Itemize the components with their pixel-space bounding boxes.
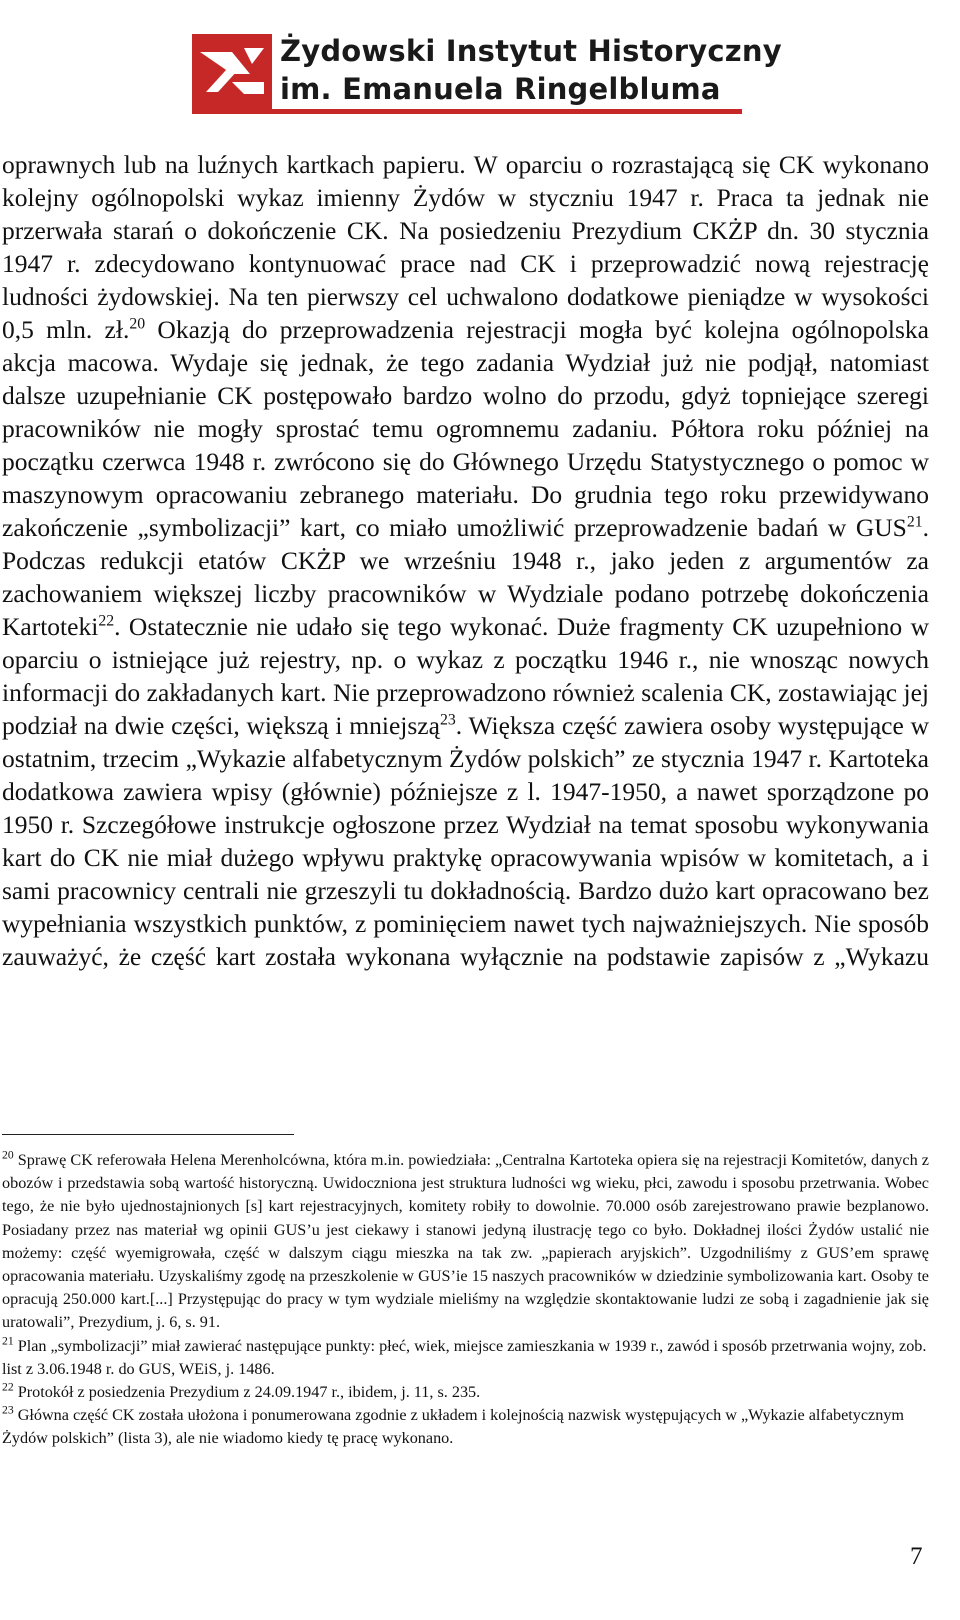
footnote-23 (2, 1404, 929, 1450)
footnote-text: Protokół z posiedzenia Prezydium z 24.09.1947 r., ibidem, j. 11, s. 235. (13, 1383, 481, 1402)
footnote-number: 21 (2, 1334, 14, 1348)
footnote-text: Sprawę CK referowała Helena Merenholcówna, która m.in. powiedziała: „Centralna Kartoteka opiera się na rejestracji Komitetów, danych z obozów i przedstawia sobą wartość historyczną. Uwidoczniona jest struktura ludności wg wieku, płci, zawodu i sposobu przetrwania. Wobec tego, że nie było ujednostajnionych [s] kart rejestracyjnych, komitety robiły to dowolnie. 70.000 osób zarejestrowano prawie bezplanowo. Posiadany przez nas materiał wg opinii GUS’u jest ciekawy i stanowi jedyną ilustrację tego co było. Dokładnej ilości Żydów ustalić nie możemy: część wyemigrowała, część w dalszym ciągu mieszka na tak zw. „papierach aryjskich”. Uzgodniliśmy z GUS’em sprawę opracowania materiału. Uzyskaliśmy zgodę na przeszkolenie w GUS’ie 15 naszych pracowników w dziedzinie symbolizowania kart. Osoby te opracują 250.000 kart.[...] Przystępując do pracy w tym wydziale mieliśmy na względzie skontaktowanie ludzi ze sobą i zagadnienie jak się uratowali”, Prezydium, j. 6, s. 91. (2, 1151, 929, 1332)
logo-underline (192, 109, 742, 114)
footnote-ref-20[interactable]: 20 (129, 315, 146, 333)
body-text-part-3: . Podczas redukcji etatów CKŻP we wrześniu 1948 r., jako jeden z argumentów za zachowaniem większej liczby pracowników w Wydziale podano potrzebę dokończenia Kartoteki (2, 513, 929, 641)
institute-name (280, 32, 782, 108)
institute-emblem-icon (192, 34, 272, 110)
institute-name-line1: Żydowski Instytut Historyczny (280, 34, 782, 68)
body-text-part-4: . Ostatecznie nie udało się tego wykonać. Duże fragmenty CK uzupełniono w oparciu o istniejące już rejestry, np. o wykaz z początku 1946 r., nie wnosząc nowych informacji do zakładanych kart. Nie przeprowadzono również scalenia CK, zostawiając jej podział na dwie części, większą i mniejszą (2, 612, 929, 740)
institute-name-line2: im. Emanuela Ringelbluma (280, 72, 721, 106)
footnote-text: Plan „symbolizacji” miał zawierać następujące punkty: płeć, wiek, miejsce zamieszkania w 1939 r., zawód i sposób przetrwania wojny, zob. list z 3.06.1948 r. do GUS, WEiS, j. 1486. (2, 1336, 927, 1378)
footnote-ref-23[interactable]: 23 (439, 711, 456, 729)
institute-logo (192, 32, 782, 114)
footnote-ref-21[interactable]: 21 (906, 513, 923, 531)
footnotes (2, 1149, 929, 1451)
footnote-number: 20 (2, 1148, 14, 1162)
body-text-part-1: oprawnych lub na luźnych kartkach papieru. W oparciu o rozrastającą się CK wykonano kolejny ogólnopolski wykaz imienny Żydów w styczniu 1947 r. Praca ta jednak nie przerwała starań o dokończenie CK. Na posiedzeniu Prezydium CKŻP dn. 30 stycznia 1947 r. zdecydowano kontynuować prace nad CK i przeprowadzić nową rejestrację ludności żydowskiej. Na ten pierwszy cel uchwalono dodatkowe pieniądze w wysokości 0,5 mln. zł. (2, 150, 929, 344)
footnote-number: 23 (2, 1403, 14, 1417)
footnote-ref-22[interactable]: 22 (98, 612, 115, 630)
footnote-number: 22 (2, 1380, 14, 1394)
footnote-22 (2, 1381, 929, 1404)
body-text-part-2: Okazją do przeprowadzenia rejestracji mogła być kolejna ogólnopolska akcja macowa. Wydaje się jednak, że tego zadania Wydział już nie podjął, natomiast dalsze uzupełnianie CK postępowało bardzo wolno do przodu, gdyż topniejące szeregi pracowników nie mogły sprostać temu ogromnemu zadaniu. Półtora roku później na początku czerwca 1948 r. zwrócono się do Głównego Urzędu Statystycznego o pomoc w maszynowym opracowaniu zebranego materiału. Do grudnia tego roku przewidywano zakończenie „symbolizacji” kart, co miało umożliwić przeprowadzenie badań w GUS (2, 315, 929, 542)
page-number: 7 (910, 1543, 923, 1570)
footnote-text: Główna część CK została ułożona i ponumerowana zgodnie z układem i kolejnością nazwisk występujących w „Wykazie alfabetycznym Żydów polskich” (lista 3), ale nie wiadomo kiedy tę pracę wykonano. (2, 1406, 905, 1448)
footnote-separator (2, 1134, 294, 1135)
footnote-21 (2, 1335, 929, 1381)
body-text (2, 148, 929, 973)
body-paragraph (2, 148, 929, 973)
body-text-part-5: . Większa część zawiera osoby występujące w ostatnim, trzecim „Wykazie alfabetycznym Żydów polskich” ze stycznia 1947 r. Kartoteka dodatkowa zawiera wpisy (głównie) późniejsze z l. 1947-1950, a nawet sporządzone po 1950 r. Szczegółowe instrukcje ogłoszone przez Wydział na temat sposobu wykonywania kart do CK nie miał dużego wpływu praktykę opracowywania wpisów w komitetach, a i sami pracownicy centrali nie grzeszyli tu dokładnością. Bardzo dużo kart opracowano bez wypełniania wszystkich punktów, z pominięciem nawet tych najważniejszych. Nie sposób zauważyć, że część kart została wykonana wyłącznie na podstawie zapisów z „Wykazu (2, 711, 929, 971)
footnote-20 (2, 1149, 929, 1335)
